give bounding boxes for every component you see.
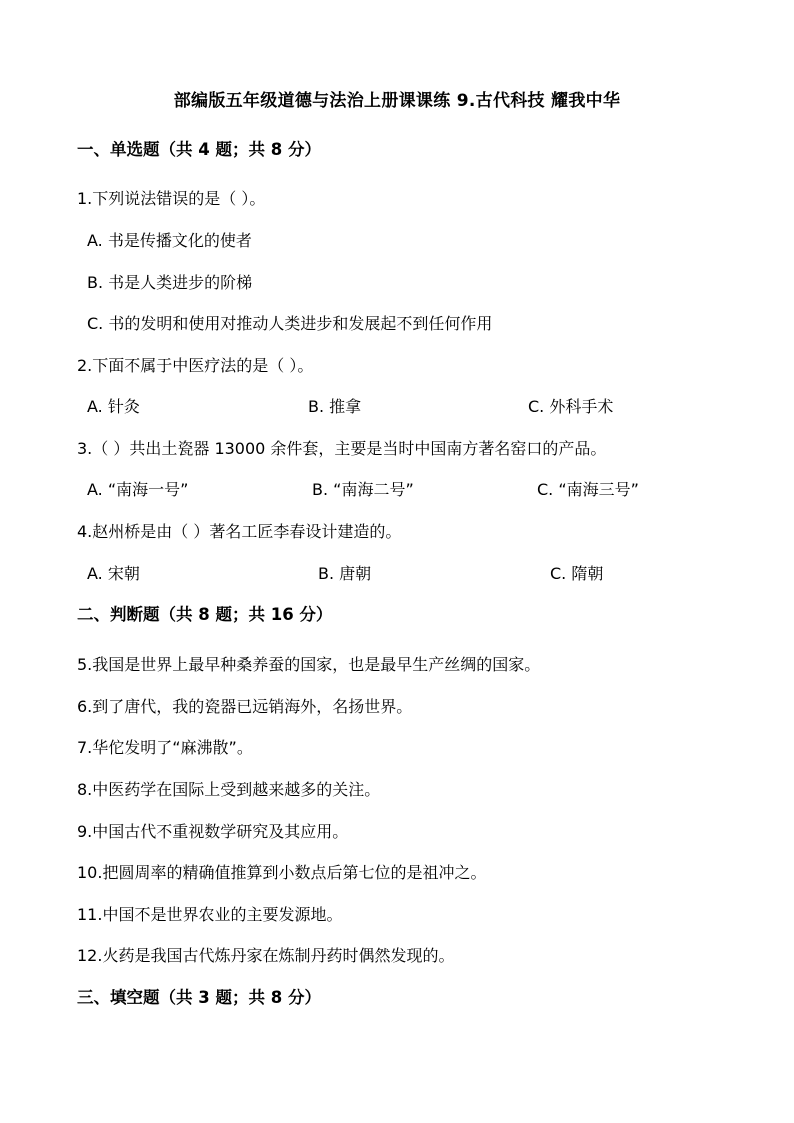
question-3-option-b: B. “南海二号”	[312, 480, 414, 499]
question-4-option-b: B. 唐朝	[318, 564, 372, 583]
question-3-option-c: C. “南海三号”	[537, 480, 639, 499]
question-11: 11.中国不是世界农业的主要发源地。	[77, 905, 343, 924]
question-10: 10.把圆周率的精确值推算到小数点后第七位的是祖冲之。	[77, 863, 487, 882]
section-heading-true-false: 二、判断题（共 8 题；共 16 分）	[77, 605, 333, 624]
question-2-option-c: C. 外科手术	[528, 397, 614, 416]
question-2-option-a: A. 针灸	[87, 397, 140, 416]
question-4-option-a: A. 宋朝	[87, 564, 140, 583]
question-6: 6.到了唐代，我的瓷器已远销海外，名扬世界。	[77, 697, 413, 716]
question-1-option-a: A. 书是传播文化的使者	[87, 231, 252, 250]
section-heading-fill-blank: 三、填空题（共 3 题；共 8 分）	[77, 988, 321, 1007]
question-2-stem: 2.下面不属于中医疗法的是（ ）。	[77, 356, 314, 375]
question-7: 7.华佗发明了“麻沸散”。	[77, 738, 253, 757]
question-3-option-a: A. “南海一号”	[87, 480, 189, 499]
question-9: 9.中国古代不重视数学研究及其应用。	[77, 822, 349, 841]
document-title: 部编版五年级道德与法治上册课课练 9.古代科技 耀我中华	[173, 91, 621, 111]
question-5: 5.我国是世界上最早种桑养蚕的国家，也是最早生产丝绸的国家。	[77, 655, 541, 674]
question-8: 8.中医药学在国际上受到越来越多的关注。	[77, 780, 381, 799]
question-4-stem: 4.赵州桥是由（ ）著名工匠李春设计建造的。	[77, 522, 402, 541]
question-1-option-c: C. 书的发明和使用对推动人类进步和发展起不到任何作用	[87, 314, 493, 333]
question-1-stem: 1.下列说法错误的是（ ）。	[77, 189, 266, 208]
question-1-option-b: B. 书是人类进步的阶梯	[87, 273, 253, 292]
question-3-stem: 3.（ ）共出土瓷器 13000 余件套，主要是当时中国南方著名窑口的产品。	[77, 439, 607, 458]
question-12: 12.火药是我国古代炼丹家在炼制丹药时偶然发现的。	[77, 946, 455, 965]
question-4-option-c: C. 隋朝	[550, 564, 604, 583]
question-2-option-b: B. 推拿	[308, 397, 362, 416]
section-heading-single-choice: 一、单选题（共 4 题；共 8 分）	[77, 140, 321, 159]
